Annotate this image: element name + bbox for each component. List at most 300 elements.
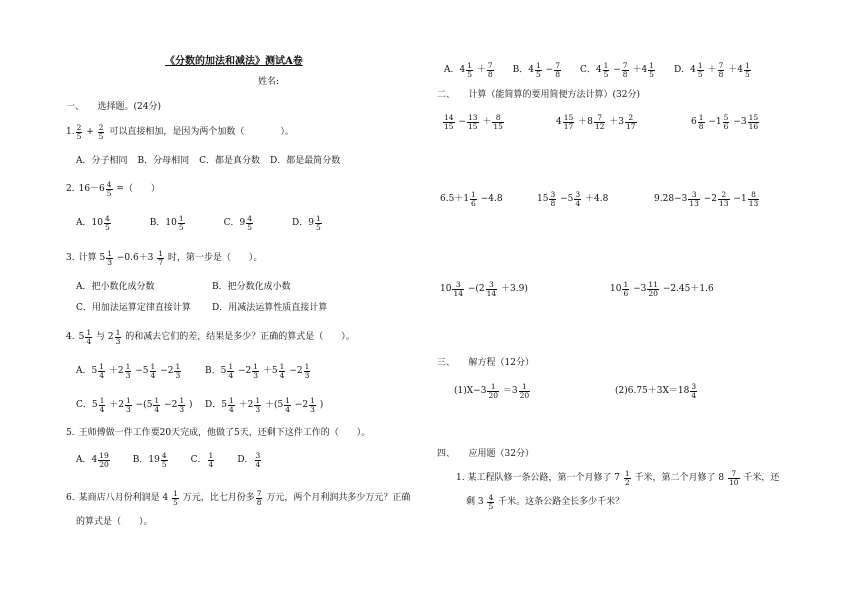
expression-text: B．5 xyxy=(205,365,227,376)
fraction xyxy=(304,363,311,379)
fraction-denominator: 4 xyxy=(255,459,261,469)
fraction xyxy=(554,62,561,78)
q5-option-c[interactable] xyxy=(191,452,216,468)
q6-stem-line2: 的算式是（ ）。 xyxy=(76,517,153,527)
expression-text: D．4 xyxy=(673,64,696,75)
expression-text: − xyxy=(542,64,554,75)
fraction-numerator: 1 xyxy=(624,469,630,478)
q1-option-d[interactable]: D．都是最简分数 xyxy=(270,156,341,166)
fraction-denominator: 3 xyxy=(255,404,261,414)
section1-heading: 一、 选择题。(24分) xyxy=(66,102,161,112)
expression-text: B．19 xyxy=(132,454,160,465)
fraction xyxy=(157,250,164,266)
expression-text: 4 xyxy=(556,116,562,127)
fraction-numerator: 4 xyxy=(104,214,110,223)
expression-text: −2 xyxy=(286,365,303,376)
fraction-denominator: 3 xyxy=(179,404,185,414)
fraction-numerator: 7 xyxy=(256,489,262,498)
fraction-denominator: 4 xyxy=(154,404,160,414)
expression-text: −(5 xyxy=(132,399,153,410)
expression-text: ＋3.9) xyxy=(498,283,528,294)
expression-text: ＋2 xyxy=(235,399,254,410)
fraction xyxy=(748,191,760,207)
fraction-denominator: 8 xyxy=(256,497,262,507)
fraction-numerator: 1 xyxy=(99,362,105,371)
fraction-numerator: 1 xyxy=(603,61,609,70)
expression-text: 某商店八月份利润是 4 xyxy=(78,492,172,503)
fraction-denominator: 8 xyxy=(622,69,628,79)
fraction-numerator: 3 xyxy=(489,280,494,289)
expression-text: + xyxy=(83,126,97,137)
fraction-denominator: 20 xyxy=(648,288,658,298)
expression-text: =（ ） xyxy=(113,183,160,194)
fraction-numerator: 1 xyxy=(697,61,703,70)
fraction-numerator: 1 xyxy=(649,61,654,70)
fraction xyxy=(470,191,477,207)
fraction-numerator: 1 xyxy=(173,489,178,498)
fraction-denominator: 4 xyxy=(575,198,581,208)
fraction-denominator: 4 xyxy=(228,370,234,380)
fraction xyxy=(563,114,575,130)
fraction xyxy=(125,363,132,379)
fraction-numerator: 3 xyxy=(691,190,697,199)
fraction xyxy=(688,191,700,207)
fraction-denominator: 5 xyxy=(649,69,654,79)
q6-number: 6. xyxy=(66,492,75,503)
fraction xyxy=(718,62,725,78)
fraction-numerator: 1 xyxy=(521,382,527,391)
fraction xyxy=(172,490,179,506)
q3-option-b[interactable]: B．把分数化成小数 xyxy=(212,282,291,292)
fraction-numerator: 3 xyxy=(455,280,461,289)
calc-problem-2 xyxy=(556,114,638,130)
fraction xyxy=(466,62,473,78)
q5-option-d[interactable] xyxy=(237,452,262,468)
fraction xyxy=(150,363,157,379)
fraction-denominator: 3 xyxy=(107,257,112,267)
fraction-denominator: 5 xyxy=(247,222,252,232)
expression-text: 万元，比七月份多 xyxy=(179,492,255,503)
fraction-numerator: 15 xyxy=(748,113,759,122)
fraction-denominator: 4 xyxy=(99,404,105,414)
fraction-numerator: 1 xyxy=(228,396,234,405)
calc-problem-7 xyxy=(440,281,528,297)
fraction xyxy=(492,114,504,130)
equation-2 xyxy=(615,383,698,399)
fraction xyxy=(174,363,181,379)
fraction-denominator: 13 xyxy=(748,198,759,208)
expression-text: ＋4.8 xyxy=(582,193,609,204)
q1-option-a[interactable]: A．分子相同 xyxy=(76,156,128,166)
expression-text: 万元，两个月利润共多少万元？正确 xyxy=(263,492,411,503)
expression-text: ) xyxy=(316,399,324,410)
fraction-denominator: 5 xyxy=(315,222,321,232)
fraction-numerator: 1 xyxy=(490,382,496,391)
fraction-denominator: 6 xyxy=(723,121,729,131)
fraction-denominator: 4 xyxy=(86,336,92,346)
fraction xyxy=(85,329,92,345)
calc-problem-5 xyxy=(537,191,608,207)
fraction-numerator: 14 xyxy=(444,113,454,122)
calc-problem-6 xyxy=(654,191,760,207)
fraction-numerator: 7 xyxy=(731,469,737,478)
fraction xyxy=(284,397,291,413)
expression-text: A．5 xyxy=(76,365,98,376)
expression-text: 9.28−3 xyxy=(654,193,688,204)
fraction-numerator: 4 xyxy=(488,493,494,502)
expression-text: −1 xyxy=(705,116,722,127)
fraction xyxy=(256,490,263,506)
fraction-denominator: 20 xyxy=(99,459,109,469)
fraction-numerator: 1 xyxy=(279,362,285,371)
expression-text: ＋ xyxy=(474,64,486,75)
q6-option-a[interactable] xyxy=(444,62,495,78)
expression-text: ＋3 xyxy=(606,116,625,127)
fraction-numerator: 1 xyxy=(150,362,156,371)
fraction xyxy=(467,114,479,130)
fraction xyxy=(255,452,262,468)
fraction-denominator: 8 xyxy=(550,198,556,208)
word-problem-line2 xyxy=(466,494,624,510)
fraction-numerator: 11 xyxy=(648,280,658,289)
fraction-numerator: 1 xyxy=(175,362,181,371)
fraction xyxy=(549,191,556,207)
expression-text: − xyxy=(455,116,466,127)
fraction xyxy=(227,363,234,379)
fraction-denominator: 8 xyxy=(698,121,704,131)
q3-option-c[interactable]: C．用加法运算定律直接计算 xyxy=(76,303,191,313)
fraction-denominator: 8 xyxy=(555,69,560,79)
equation-1 xyxy=(454,383,531,399)
q1-option-b[interactable]: B．分母相同 xyxy=(137,156,190,166)
fraction xyxy=(106,181,113,197)
expression-text: D．9 xyxy=(292,217,314,228)
expression-text: A．4 xyxy=(76,454,98,465)
fraction-denominator: 5 xyxy=(467,69,473,79)
expression-text: ＋4 xyxy=(725,64,743,75)
fraction-numerator: 3 xyxy=(255,451,261,460)
q6-stem xyxy=(66,490,410,506)
expression-text: 6.5＋1 xyxy=(440,193,470,204)
fraction-numerator: 2 xyxy=(628,113,634,122)
expression-text: −2 xyxy=(700,193,717,204)
fraction xyxy=(106,250,113,266)
fraction xyxy=(98,124,105,140)
expression-text: −5 xyxy=(132,365,149,376)
fraction-numerator: 1 xyxy=(158,249,164,258)
fraction-denominator: 5 xyxy=(106,188,112,198)
fraction xyxy=(603,62,610,78)
fraction xyxy=(624,470,631,486)
fraction-numerator: 2 xyxy=(721,190,727,199)
expression-text: −2.45＋1.6 xyxy=(659,283,714,294)
fraction-numerator: 1 xyxy=(536,61,541,70)
fraction xyxy=(690,383,697,399)
q4-stem xyxy=(66,329,355,345)
fraction xyxy=(315,215,322,231)
expression-text: C．9 xyxy=(223,217,246,228)
fraction xyxy=(452,281,464,297)
expression-text: 10 xyxy=(610,283,622,294)
fraction xyxy=(254,397,261,413)
fraction xyxy=(625,114,637,130)
fraction xyxy=(153,397,160,413)
page-title: 《分数的加法和减法》测试A卷 xyxy=(165,56,303,67)
q4-option-b[interactable] xyxy=(205,363,311,379)
expression-text: 10 xyxy=(440,283,452,294)
fraction-denominator: 3 xyxy=(126,404,131,414)
expression-text: 千米。这条公路全长多少千米？ xyxy=(495,496,625,507)
q2-option-c[interactable] xyxy=(224,215,254,231)
expression-text: 的和减去它们的差，结果是多少？正确的算式是（ ）。 xyxy=(122,331,355,342)
fraction-numerator: 5 xyxy=(723,113,729,122)
fraction-denominator: 3 xyxy=(125,370,131,380)
fraction-denominator: 4 xyxy=(691,390,697,400)
expression-text: 6 xyxy=(691,116,697,127)
q4-option-a[interactable] xyxy=(76,363,182,379)
expression-text: (1)X−3 xyxy=(454,385,487,396)
fraction-numerator: 4 xyxy=(106,180,112,189)
fraction-numerator: 1 xyxy=(178,214,184,223)
q2-number: 2. xyxy=(66,183,75,194)
fraction-numerator: 1 xyxy=(115,328,121,337)
expression-text: 千米，还 xyxy=(740,472,780,483)
fraction xyxy=(252,363,259,379)
fraction-numerator: 3 xyxy=(575,190,581,199)
fraction-numerator: 1 xyxy=(467,61,473,70)
fraction-denominator: 8 xyxy=(718,69,724,79)
calc-problem-8 xyxy=(610,281,714,297)
fraction-numerator: 1 xyxy=(86,328,92,337)
expression-text: 时，第一步是（ ）。 xyxy=(165,252,263,263)
fraction-numerator: 1 xyxy=(255,396,261,405)
calc-problem-4 xyxy=(440,191,503,207)
fraction-denominator: 4 xyxy=(208,459,214,469)
section4-heading: 四、 应用题（32分） xyxy=(437,449,534,459)
q3-option-a[interactable]: A．把小数化成分数 xyxy=(76,282,155,292)
q2-options xyxy=(76,215,323,231)
fraction xyxy=(125,397,132,413)
fraction-denominator: 5 xyxy=(76,131,82,141)
fraction-numerator: 1 xyxy=(304,362,310,371)
fraction xyxy=(622,62,629,78)
fraction-numerator: 1 xyxy=(107,249,112,258)
fraction-numerator: 1 xyxy=(471,190,476,199)
expression-text: −2 xyxy=(292,399,309,410)
fraction-denominator: 3 xyxy=(175,370,181,380)
fraction xyxy=(487,62,494,78)
fraction xyxy=(98,452,110,468)
expression-text: C．5 xyxy=(76,399,98,410)
q4-option-d[interactable] xyxy=(205,397,323,413)
fraction xyxy=(519,383,531,399)
expression-text: 1. 某工程队修一条公路，第一个月修了 7 xyxy=(456,472,623,483)
expression-text: ＝3 xyxy=(499,385,518,396)
expression-text: 剩 3 xyxy=(466,496,487,507)
q2-stem xyxy=(66,181,160,197)
fraction xyxy=(309,397,316,413)
expression-text: ＋2 xyxy=(106,365,124,376)
expression-text: 与 2 xyxy=(93,331,114,342)
fraction xyxy=(718,191,730,207)
name-label: 姓名: xyxy=(258,77,280,87)
fraction-denominator: 2 xyxy=(624,477,630,487)
q5-number: 5. xyxy=(66,428,75,438)
expression-text: −5 xyxy=(557,193,574,204)
expression-text: A．10 xyxy=(76,217,103,228)
q5-stem xyxy=(66,429,370,438)
q2-option-a[interactable] xyxy=(76,215,112,231)
fraction xyxy=(648,62,655,78)
expression-text: A．4 xyxy=(444,64,466,75)
expression-text: −4.8 xyxy=(477,193,503,204)
q3-option-d[interactable]: D．用减法运算性质直接计算 xyxy=(212,303,328,313)
q1-number: 1. xyxy=(66,126,75,137)
fraction-denominator: 3 xyxy=(310,404,315,414)
q1-option-c[interactable]: C．都是真分数 xyxy=(199,156,261,166)
fraction-denominator: 15 xyxy=(467,121,478,131)
fraction xyxy=(647,281,659,297)
fraction xyxy=(246,215,253,231)
fraction xyxy=(178,397,185,413)
fraction xyxy=(487,383,499,399)
section2-heading: 二、 计算（能简算的要用简便方法计算）(32分) xyxy=(437,90,640,100)
fraction xyxy=(178,215,185,231)
fraction-denominator: 5 xyxy=(178,222,184,232)
fraction-denominator: 7 xyxy=(158,257,164,267)
expression-text: 千米，第二个月修了 8 xyxy=(631,472,727,483)
fraction-denominator: 16 xyxy=(748,121,759,131)
expression-text: −3 xyxy=(630,283,647,294)
fraction-numerator: 7 xyxy=(487,61,493,70)
fraction-numerator: 2 xyxy=(76,123,82,132)
expression-text: 计算 5 xyxy=(78,252,106,263)
q1-expression xyxy=(75,124,106,140)
expression-text: 16－6 xyxy=(78,183,105,194)
fraction-denominator: 5 xyxy=(488,501,494,511)
fraction-numerator: 1 xyxy=(179,396,185,405)
word-problem-line1 xyxy=(456,470,779,486)
expression-text: B．10 xyxy=(149,217,177,228)
expression-text: ＋ xyxy=(704,64,717,75)
fraction-denominator: 15 xyxy=(444,121,454,131)
q1-options xyxy=(76,157,340,166)
q3-stem xyxy=(66,250,262,266)
expression-text: −2 xyxy=(157,365,174,376)
fraction xyxy=(443,114,455,130)
fraction-denominator: 5 xyxy=(98,131,104,141)
fraction-denominator: 15 xyxy=(493,121,503,131)
fraction xyxy=(76,124,83,140)
fraction-denominator: 4 xyxy=(279,370,285,380)
fraction-numerator: 13 xyxy=(467,113,478,122)
fraction xyxy=(104,215,111,231)
calc-problem-1 xyxy=(442,114,505,130)
fraction-numerator: 1 xyxy=(623,280,629,289)
fraction-numerator: 4 xyxy=(161,451,167,460)
fraction-numerator: 1 xyxy=(310,396,315,405)
q2-option-b[interactable] xyxy=(150,215,186,231)
fraction-denominator: 5 xyxy=(173,497,178,507)
expression-text: −2 xyxy=(161,399,178,410)
fraction-denominator: 4 xyxy=(150,370,156,380)
fraction-numerator: 1 xyxy=(315,214,321,223)
fraction xyxy=(622,281,629,297)
expression-text: B．4 xyxy=(512,64,535,75)
q6-options xyxy=(444,62,752,78)
q5-options xyxy=(76,452,262,468)
fraction-numerator: 1 xyxy=(228,362,234,371)
fraction-numerator: 19 xyxy=(99,451,109,460)
q3-number: 3. xyxy=(66,252,75,263)
fraction-numerator: 1 xyxy=(253,362,259,371)
fraction xyxy=(486,281,498,297)
fraction-numerator: 4 xyxy=(247,214,252,223)
fraction-numerator: 7 xyxy=(597,113,603,122)
fraction-numerator: 7 xyxy=(622,61,628,70)
fraction-numerator: 1 xyxy=(126,396,131,405)
q5-option-b[interactable] xyxy=(133,452,169,468)
q6-expression xyxy=(79,490,411,506)
expression-text: −0.6＋3 xyxy=(113,252,157,263)
fraction xyxy=(697,62,704,78)
fraction xyxy=(535,62,542,78)
fraction-denominator: 12 xyxy=(594,121,605,131)
fraction-denominator: 5 xyxy=(744,69,750,79)
expression-text: ＋5 xyxy=(260,365,278,376)
fraction-denominator: 17 xyxy=(563,121,574,131)
fraction-numerator: 1 xyxy=(285,396,290,405)
fraction xyxy=(161,452,168,468)
fraction xyxy=(728,470,740,486)
fraction-numerator: 1 xyxy=(99,396,105,405)
calc-problem-3 xyxy=(691,114,760,130)
fraction-denominator: 3 xyxy=(115,336,121,346)
fraction-denominator: 3 xyxy=(304,370,310,380)
q1-text: 可以直接相加，是因为两个加数（ ）。 xyxy=(109,126,294,137)
fraction-denominator: 10 xyxy=(729,477,739,487)
fraction-numerator: 1 xyxy=(154,396,160,405)
q4-expression xyxy=(79,329,355,345)
fraction xyxy=(574,191,581,207)
expression-text: ＋(5 xyxy=(262,399,284,410)
q5-option-a[interactable] xyxy=(76,452,111,468)
fraction-numerator: 1 xyxy=(125,362,131,371)
q2-option-d[interactable] xyxy=(292,215,323,231)
fraction-denominator: 5 xyxy=(603,69,609,79)
q4-option-c[interactable] xyxy=(76,397,193,413)
fraction-numerator: 1 xyxy=(744,61,750,70)
fraction xyxy=(698,114,705,130)
fraction xyxy=(723,114,730,130)
expression-text: ＋4 xyxy=(629,64,648,75)
q4-number: 4. xyxy=(66,331,75,342)
fraction xyxy=(98,363,105,379)
expression-text: −1 xyxy=(730,193,747,204)
q6-option-d[interactable] xyxy=(674,62,752,78)
q6-option-b[interactable] xyxy=(513,62,562,78)
fraction-numerator: 1 xyxy=(698,113,704,122)
fraction-numerator: 8 xyxy=(751,190,756,199)
expression-text: ＋2 xyxy=(106,399,124,410)
section3-heading: 三、 解方程（12分） xyxy=(437,358,534,368)
fraction-denominator: 5 xyxy=(104,222,110,232)
q3-expression xyxy=(79,250,263,266)
q6-option-c[interactable] xyxy=(580,62,656,78)
fraction xyxy=(99,397,106,413)
expression-text: −(2 xyxy=(465,283,485,294)
expression-text: ＋ xyxy=(479,116,492,127)
